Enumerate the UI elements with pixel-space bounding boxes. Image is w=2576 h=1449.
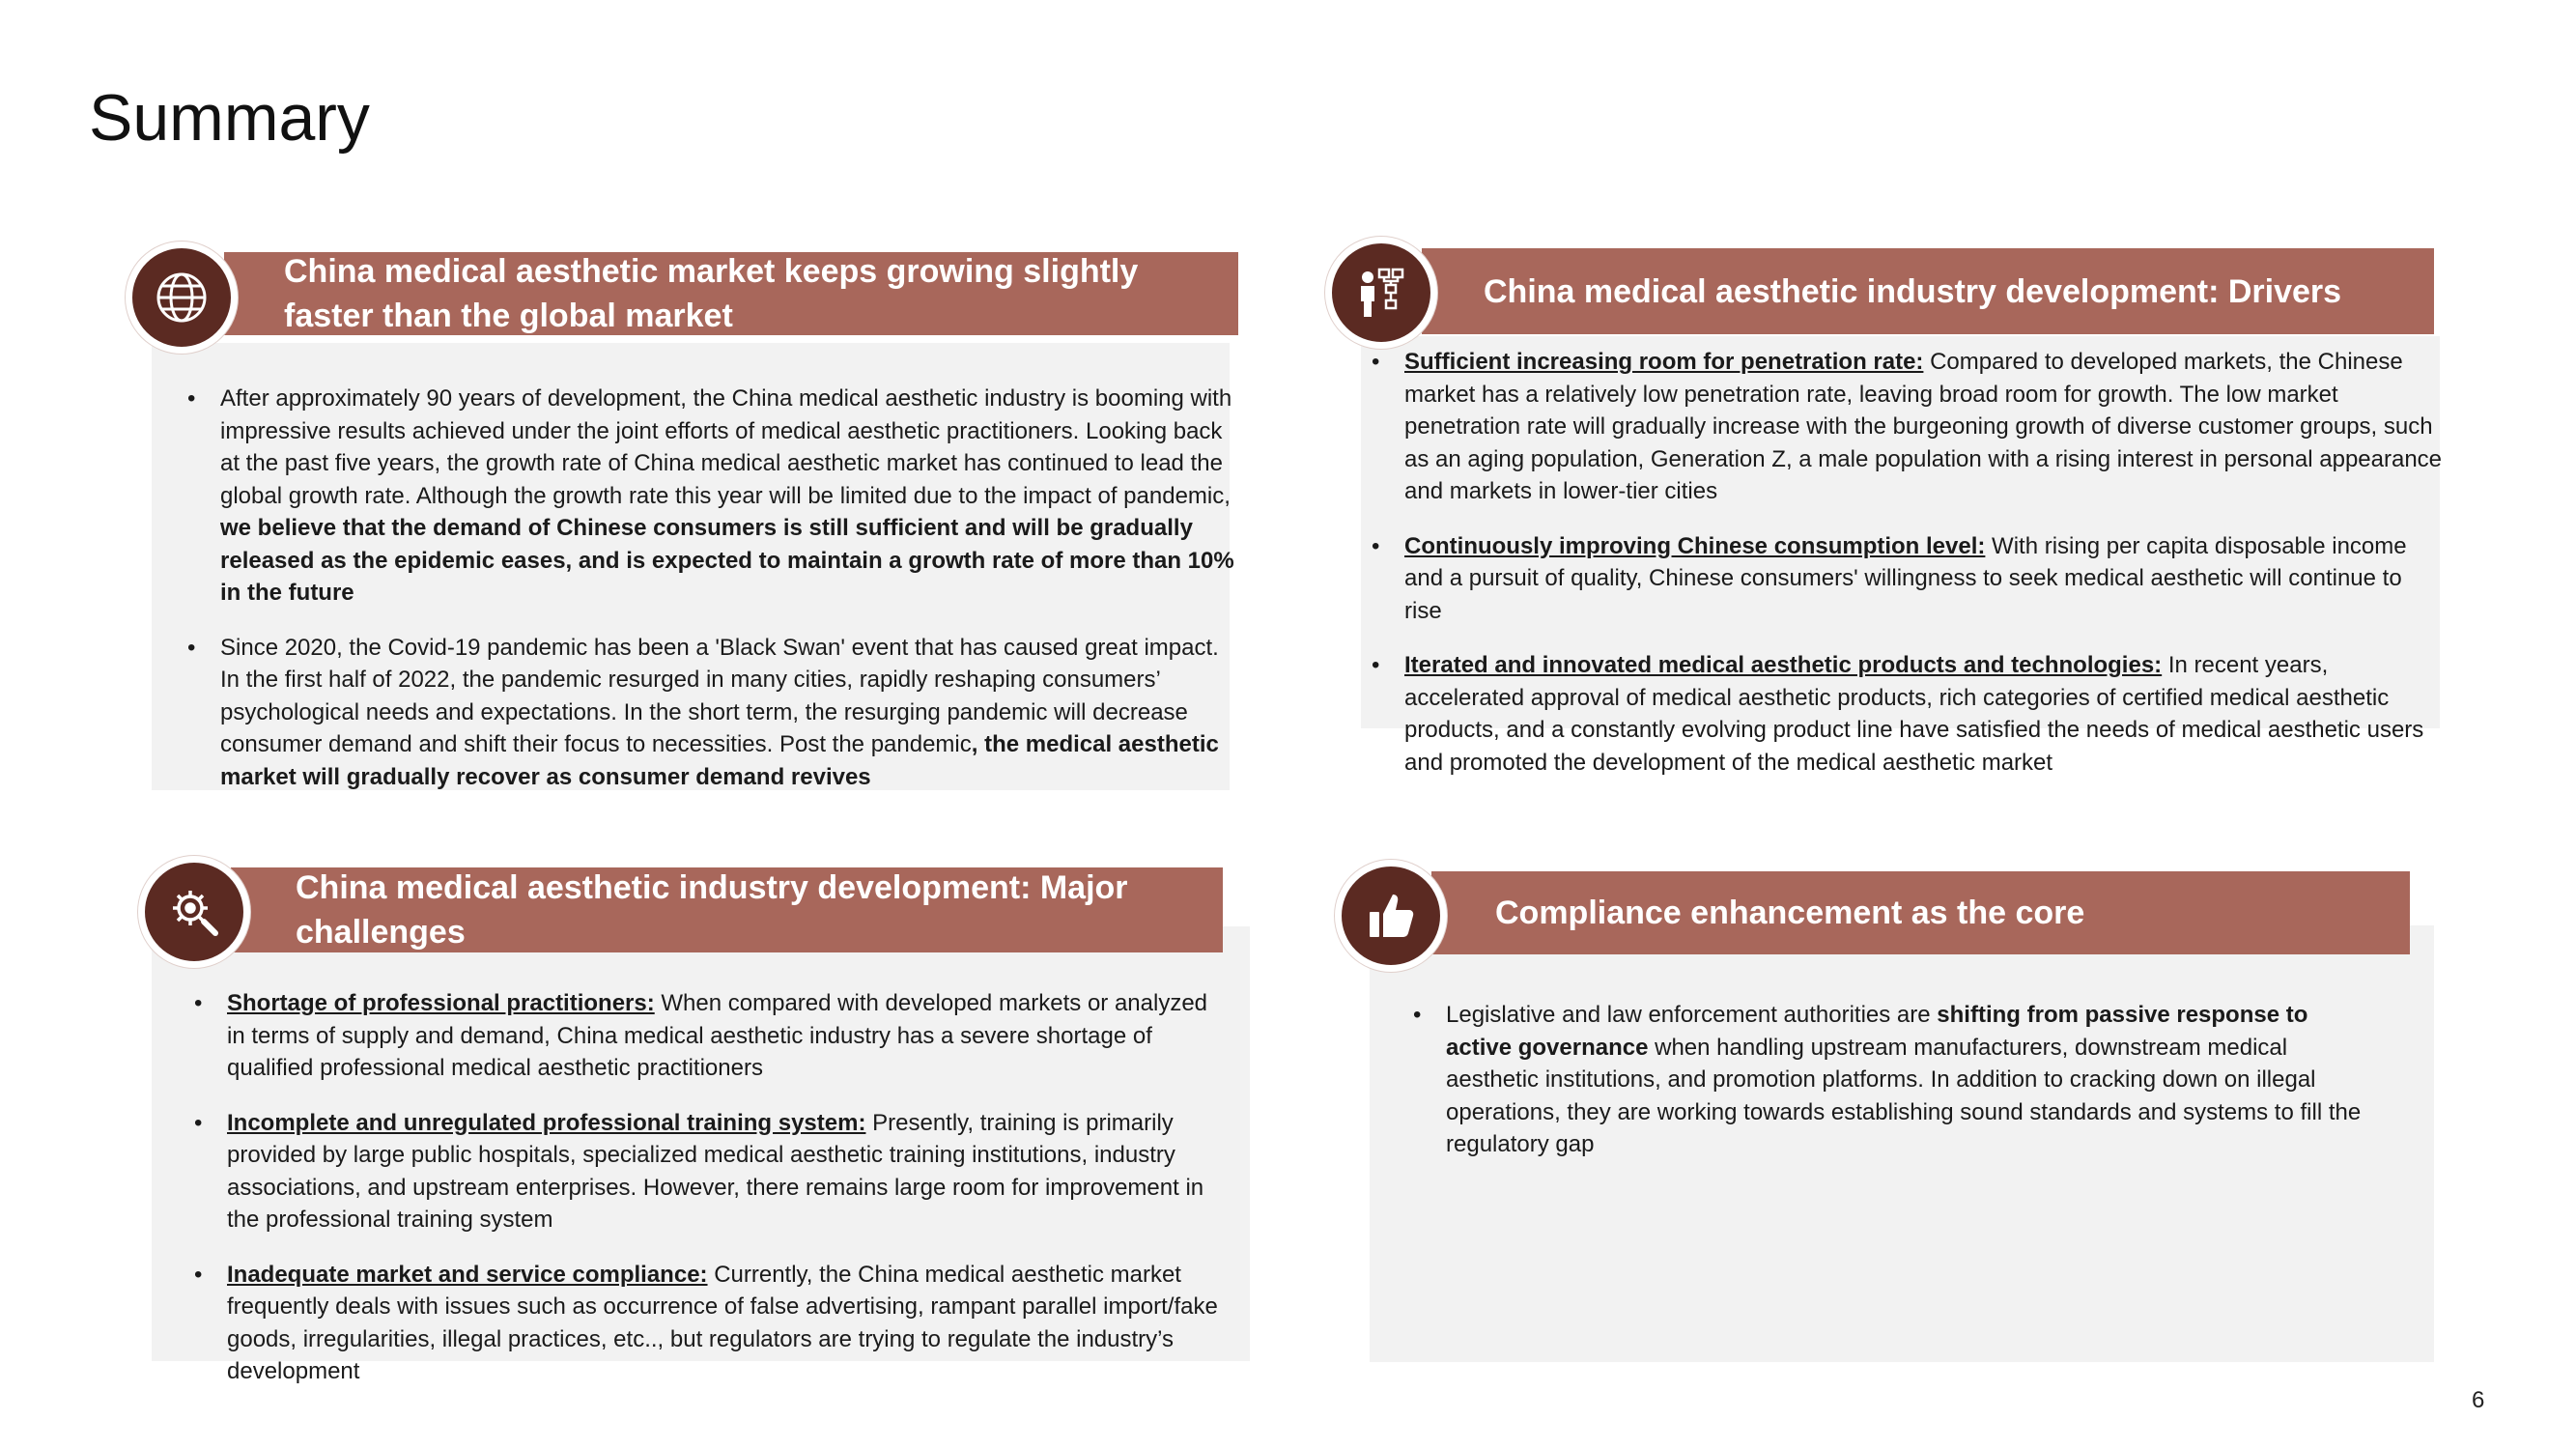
drivers-header-bar [1422, 248, 2434, 334]
challenges-header-bar [231, 867, 1223, 952]
challenges-heading-line2: challenges [296, 914, 466, 951]
page-number: 6 [2472, 1387, 2485, 1413]
presenter-chart-icon [1350, 262, 1412, 324]
market-icon-circle [126, 242, 238, 354]
drivers-bullet-3: • Iterated and innovated medical aesthetic products and technologies: In recent years, accelerated approval of medical aesthetic products, rich categories of certified medical aesthetic products, and a constantly evolving product line have satisfied the needs of medical aesthetic users and promoted the development of the medical aesthetic market [1366, 649, 2443, 779]
drivers-bullet-1: • Sufficient increasing room for penetration rate: Compared to developed markets, the Chinese market has a relatively low penetration rate, leaving broad room for growth. The low market penetration rate will gradually increase with the burgeoning growth of diverse customer groups, such as an aging population, Generation Z, a male population with a rising interest in personal appearance and markets in lower-tier cities [1366, 346, 2443, 508]
compliance-icon-circle [1335, 860, 1447, 972]
challenges-bullet-3: • Inadequate market and service compliance: Currently, the China medical aesthetic market frequently deals with issues such as occurrence of false advertising, rampant parallel import/fake goods, irregularities, illegal practices, etc.., but regulators are trying to regulate the industry’s development [188, 1259, 1231, 1388]
market-header-bar [224, 252, 1238, 335]
compliance-bullet-1: • Legislative and law enforcement authorities are shifting from passive response to active governance when handling upstream manufacturers, downstream medical aesthetic institutions, and promotion platforms. In addition to cracking down on illegal operations, they are working towards establishing sound standards and systems to fill the regulatory gap [1407, 999, 2373, 1161]
compliance-bullet-list [1407, 999, 2373, 1183]
market-bullet-2: • Since 2020, the Covid-19 pandemic has been a 'Black Swan' event that has caused great impact. In the first half of 2022, the pandemic resurged in many cities, rapidly reshaping consumers’ psychological needs and expectations. In the short term, the resurging pandemic will decrease consumer demand and shift their focus to necessities. Post the pandemic, the medical aesthetic market will gradually recover as consumer demand revives [182, 632, 1234, 794]
compliance-heading: Compliance enhancement as the core [1495, 895, 2085, 931]
challenges-heading-line1: China medical aesthetic industry development: Major [296, 869, 1128, 906]
page-title: Summary [89, 81, 370, 155]
compliance-header-bar [1431, 871, 2410, 954]
gear-search-icon [163, 881, 225, 943]
globe-icon [151, 267, 212, 328]
challenges-bullet-list [188, 987, 1231, 1410]
challenges-icon-circle [138, 856, 250, 968]
challenges-bullet-1: • Shortage of professional practitioners: When compared with developed markets or analyzed in terms of supply and demand, China medical aesthetic industry has a severe shortage of qualified professional medical aesthetic practitioners [188, 987, 1231, 1085]
market-heading-line2: faster than the global market [284, 298, 733, 334]
market-heading-line1: China medical aesthetic market keeps growing slightly [284, 253, 1139, 290]
thumbs-up-icon [1360, 885, 1422, 947]
drivers-bullet-2: • Continuously improving Chinese consumption level: With rising per capita disposable income and a pursuit of quality, Chinese consumers' willingness to seek medical aesthetic will continue to rise [1366, 530, 2443, 628]
drivers-icon-circle [1325, 237, 1437, 349]
drivers-heading: China medical aesthetic industry development: Drivers [1484, 272, 2342, 310]
challenges-bullet-2: • Incomplete and unregulated professional training system: Presently, training is primarily provided by large public hospitals, specialized medical aesthetic training institutions, industry associations, and upstream enterprises. However, there remains large room for improvement in the professional training system [188, 1107, 1231, 1236]
market-bullet-list [182, 383, 1234, 815]
market-bullet-1: • After approximately 90 years of development, the China medical aesthetic industry is booming with impressive results achieved under the joint efforts of medical aesthetic practitioners. Looking back at the past five years, the growth rate of China medical aesthetic market has continued to lead the global growth rate. Although the growth rate this year will be limited due to the impact of pandemic, we believe that the demand of Chinese consumers is still sufficient and will be gradually released as the epidemic eases, and is expected to maintain a growth rate of more than 10% in the future [182, 383, 1234, 610]
drivers-bullet-list [1366, 346, 2443, 801]
